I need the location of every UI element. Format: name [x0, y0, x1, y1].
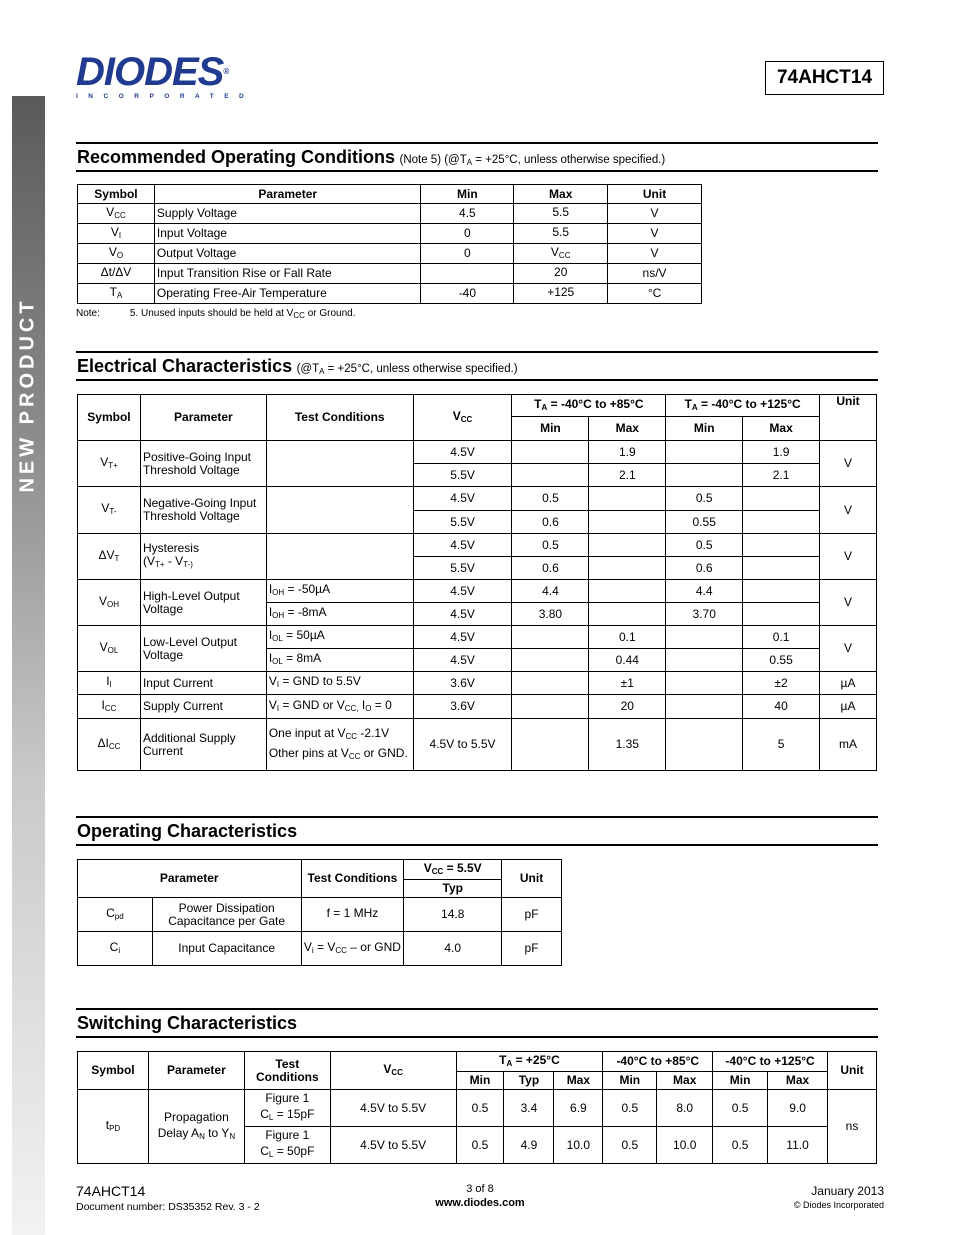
table-row: $C_i$ Input Capacitance $V_i = V_{CC}$ – or GND 4.0 pF	[78, 932, 562, 966]
table-row: $I_{OL} = 8mA$ 4.5V 0.44 0.55	[78, 649, 877, 672]
table-row: $\Delta V_T$ Hysteresis ($V_{T+} - V_{T-)}$ 4.5V 0.5 0.5 V	[78, 534, 877, 557]
part-number-box: 74AHCT14	[765, 61, 884, 95]
footer-document-number: Document number: DS35352 Rev. 3 - 2	[76, 1201, 260, 1213]
table-row: $t_{PD}$ Propagation Delay $A_N$ to $Y_N$ Figure 1 $C_L = 15pF$ 4.5V to 5.5V 0.5 3.4 6.9 0.5 8.0 0.5 9.0 ns	[78, 1090, 877, 1127]
roc-header-symbol: Symbol	[78, 185, 155, 204]
roc-header-unit: Unit	[608, 185, 702, 204]
logo-registered: ®	[223, 67, 229, 76]
table-row: $I_{CC}$ Supply Current $V_I$ = GND or $V_{CC,}$ $I_O = 0$ 3.6V 20 40 µA	[78, 695, 877, 719]
roc-header-parameter: Parameter	[154, 185, 421, 204]
table-row: $V_{CC}$ Supply Voltage 4.5 5.5 V	[78, 204, 702, 224]
table-row: $V_{OH}$ High-Level Output Voltage $I_{OH} = -50\mu A$ 4.5V 4.4 4.4 V	[78, 580, 877, 603]
roc-header-min: Min	[421, 185, 514, 204]
table-row: $V_{T+}$ Positive-Going Input Threshold Voltage 4.5V 1.9 1.9 V	[78, 441, 877, 464]
roc-table	[77, 184, 702, 304]
ec-title: Electrical Characteristics	[77, 356, 293, 376]
diodes-logo	[76, 50, 255, 100]
side-banner	[12, 96, 45, 1235]
table-row: 5.5V 2.1 2.1	[78, 464, 877, 487]
roc-subtitle: (Note 5) ($@T_A = +25^\circ C$, unless otherwise specified.)	[399, 154, 666, 167]
sc-title: Switching Characteristics	[77, 1013, 298, 1033]
footer-date: January 2013	[811, 1184, 884, 1198]
oc-title: Operating Characteristics	[77, 821, 298, 841]
oc-table: Parameter Test Conditions $V_{CC} = 5.5V$ Unit Typ $C_{pd}$ Power Dissipation Capacitance per Gate f = 1 MHz 14.8 pF $C_i$ Input Capacitance $V_i = V_{CC}$ – or GND 4.0 pF	[77, 859, 562, 966]
logo-word: DIODES	[76, 50, 224, 94]
logo-subtitle: INCORPORATED	[76, 93, 255, 100]
roc-header-max: Max	[514, 185, 608, 204]
table-row: $V_{OL}$ Low-Level Output Voltage $I_{OL} = 50\mu A$ 4.5V 0.1 0.1 V	[78, 626, 877, 649]
footer-center	[380, 1183, 580, 1209]
table-row: $V_I$ Input Voltage 0 5.5 V	[78, 224, 702, 244]
ec-table: Symbol Parameter Test Conditions $V_{CC}$ $T_A = -40^\circ C$ to +85°C $T_A = -40^\circ C$ to +125°C Unit Min Max Min Max $V_{T+}$ Positive-Going Input Threshold Voltage 4.5V 1.9 1.9 V 5.5V 2.1 2.1 $V_{T-}$ Negative-Going Input Threshold Voltage 4.5V 0.5 0.5 V 5.5V 0.6 0.55 $\Delta V_T$ Hysteresis ($V_{T+} - V_{T-)}$ 4.5V 0.5 0.5 V 5.5V 0.6 0.6 $V_{OH}$ High-Level Output Voltage $I_{OH} = -50\mu A$ 4.5V 4.4 4.4 V $I_{OH} = -8mA$ 4.5V 3.80 3.70 $V_{OL}$ Low-Level Output Voltage $I_{OL} = 50\mu A$ 4.5V 0.1 0.1 V $I_{OL} = 8mA$ 4.5V 0.44 0.55 $I_I$ Input Current $V_I$ = GND to 5.5V 3.6V ±1 ±2 µA $I_{CC}$ Supply Current $V_I$ = GND or $V_{CC,}$ $I_O = 0$ 3.6V 20 40 µA $\Delta I_{CC}$ Additional Supply Current One input at $V_{CC}$ -2.1V Other pins at $V_{CC}$ or GND. 4.5V to 5.5V 1.35 5 mA	[77, 394, 877, 771]
side-banner-text: NEW PRODUCT	[16, 297, 39, 493]
footer-left	[76, 1183, 260, 1213]
sc-table: Symbol Parameter Test Conditions $V_{CC}$ $T_A = +25^\circ C$ -40°C to +85°C -40°C to +125°C Unit Min Typ Max Min Max Min Max $t_{PD}$ Propagation Delay $A_N$ to $Y_N$ Figure 1 $C_L = 15pF$ 4.5V to 5.5V 0.5 3.4 6.9 0.5 8.0 0.5 9.0 ns Figure 1 $C_L = 50pF$ 4.5V to 5.5V 0.5 4.9 10.0 0.5 10.0 0.5 11.0	[77, 1051, 877, 1164]
table-row: $\Delta I_{CC}$ Additional Supply Current One input at $V_{CC}$ -2.1V Other pins at $V_{CC}$ or GND. 4.5V to 5.5V 1.35 5 mA	[78, 719, 877, 771]
roc-title: Recommended Operating Conditions	[77, 147, 396, 167]
roc-note: Note: 5. Unused inputs should be held at $V_{CC}$ or Ground.	[76, 308, 356, 320]
oc-section-header	[76, 816, 878, 846]
table-row: 5.5V 0.6 0.6	[78, 557, 877, 580]
footer-url[interactable]: www.diodes.com	[435, 1197, 525, 1209]
table-row: $V_O$ Output Voltage 0 $V_{CC}$ V	[78, 244, 702, 264]
ec-section-header	[76, 351, 878, 381]
footer-part-number: 74AHCT14	[76, 1183, 146, 1199]
footer-copyright: © Diodes Incorporated	[793, 1200, 884, 1210]
footer-right	[794, 1184, 884, 1210]
table-row: $C_{pd}$ Power Dissipation Capacitance per Gate f = 1 MHz 14.8 pF	[78, 898, 562, 932]
page-number: 3 of 8	[466, 1183, 494, 1195]
ec-subtitle: ($@T_A = +25^\circ C$, unless otherwise specified.)	[296, 363, 518, 376]
table-row: $V_{T-}$ Negative-Going Input Threshold Voltage 4.5V 0.5 0.5 V	[78, 487, 877, 511]
table-row: $I_I$ Input Current $V_I$ = GND to 5.5V 3.6V ±1 ±2 µA	[78, 672, 877, 695]
table-row: Figure 1 $C_L = 50pF$ 4.5V to 5.5V 0.5 4.9 10.0 0.5 10.0 0.5 11.0	[78, 1127, 877, 1164]
table-row: Δt/ΔV Input Transition Rise or Fall Rate 20 ns/V	[78, 264, 702, 284]
sc-section-header	[76, 1008, 878, 1038]
table-row: 5.5V 0.6 0.55	[78, 511, 877, 534]
table-row: $I_{OH} = -8mA$ 4.5V 3.80 3.70	[78, 603, 877, 626]
roc-section-header	[76, 142, 878, 172]
table-row: $T_A$ Operating Free-Air Temperature -40 +125 °C	[78, 284, 702, 304]
